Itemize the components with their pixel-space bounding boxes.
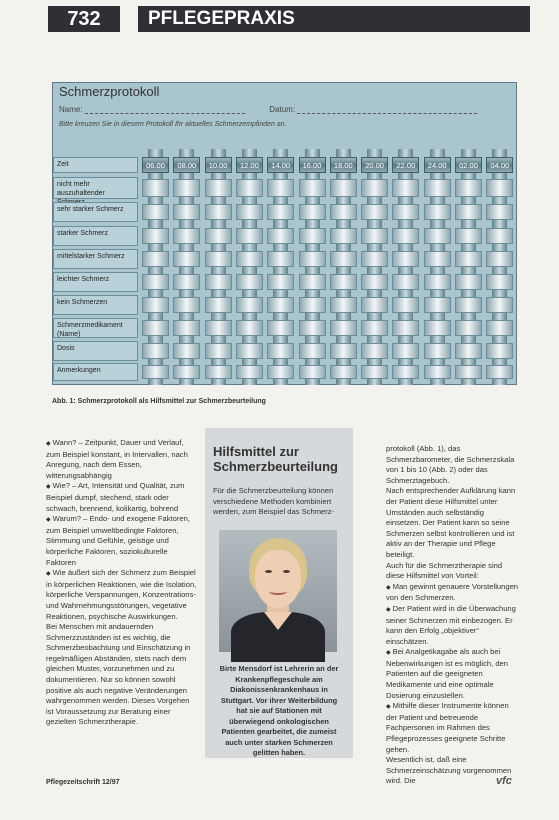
checkbox-cell[interactable] bbox=[142, 251, 169, 267]
time-cell: 16.00 bbox=[299, 157, 326, 173]
checkbox-cell[interactable] bbox=[267, 297, 294, 313]
row-label: Dosis bbox=[53, 341, 138, 361]
paragraph: Nach entsprechender Aufklärung kann der Patient diese Hilfsmittel unter Umständen auch selbständig einsetzen. Der Patient kann so seine Schmerzen selbst kontrollieren und ist aktiv an der Therapie und Pflege beteiligt. bbox=[386, 486, 516, 559]
protocol-row bbox=[53, 226, 516, 246]
row-label: Anmerkungen bbox=[53, 363, 138, 381]
checkbox-cell[interactable] bbox=[330, 204, 357, 220]
time-cell: 18.00 bbox=[330, 157, 357, 173]
checkbox-cell[interactable] bbox=[392, 297, 419, 313]
checkbox-cell[interactable] bbox=[142, 297, 169, 313]
checkbox-cell[interactable] bbox=[142, 365, 169, 379]
time-cell: 22.00 bbox=[392, 157, 419, 173]
paragraph: ◆ Wann? – Zeitpunkt, Dauer und Verlauf, zum Beispiel konstant, in Intervallen, nach Anregung, nach dem Essen, witterungsabhängig bbox=[46, 438, 198, 481]
time-cell: 24.00 bbox=[424, 157, 451, 173]
time-cell: 08.00 bbox=[173, 157, 200, 173]
checkbox-cell[interactable] bbox=[486, 343, 513, 359]
name-label: Name: bbox=[59, 105, 83, 114]
row-label: nicht mehr auszuhaltender bbox=[53, 177, 138, 199]
checkbox-cell[interactable] bbox=[205, 297, 232, 313]
sidebox-title: Hilfsmittel zur Schmerzbeurteilung bbox=[213, 444, 338, 474]
checkbox-cell[interactable] bbox=[392, 343, 419, 359]
checkbox-cell[interactable] bbox=[236, 228, 263, 244]
protocol-row bbox=[53, 318, 516, 338]
checkbox-cell[interactable] bbox=[361, 228, 388, 244]
time-label: Zeit bbox=[53, 157, 138, 173]
checkbox-cell[interactable] bbox=[361, 204, 388, 220]
checkbox-cell[interactable] bbox=[424, 320, 451, 336]
checkbox-cell[interactable] bbox=[486, 297, 513, 313]
checkbox-cell[interactable] bbox=[392, 274, 419, 290]
paragraph: ◆ Bei Analgetikagabe als auch bei Nebenwirkungen ist es möglich, den Patienten auf die geeigneten Medikamente und eine optimale Dosierung einzustellen. bbox=[386, 647, 520, 701]
checkbox-cell[interactable] bbox=[205, 274, 232, 290]
checkbox-cell[interactable] bbox=[424, 365, 451, 379]
paragraph: ◆ Warum? – Endo- und exogene Faktoren, zum Beispiel umweltbedingte Faktoren, Stimmung und Gefühle, geistige und körperliche Faktoren, soziokulturelle Faktoren bbox=[46, 514, 198, 568]
checkbox-cell[interactable] bbox=[267, 251, 294, 267]
paragraph: ◆ Wie äußert sich der Schmerz zum Beispiel in körperlichen Reaktionen, wie die Isolation, körperliche Verspannungen, Konzentrations- und Wahrnehmungsstörungen, vegetative Reaktionen, psychische Auswirkungen. bbox=[46, 568, 198, 622]
protocol-row bbox=[53, 341, 516, 361]
protocol-row bbox=[53, 295, 516, 315]
checkbox-cell[interactable] bbox=[486, 320, 513, 336]
row-label: starker Schmerz bbox=[53, 226, 138, 246]
checkbox-cell[interactable] bbox=[330, 343, 357, 359]
protocol-row bbox=[53, 272, 516, 292]
checkbox-cell[interactable] bbox=[173, 297, 200, 313]
checkbox-cell[interactable] bbox=[455, 204, 482, 220]
paragraph: Bei Menschen mit andauernden Schmerzzuständen ist es wichtig, die Schmerzbeobachtung und Einschätzung in regelmäßigen Abständen, stets nach dem gleichen Muster, vorzunehmen und zu dokumentieren. Nur so können sowohl positive als auch negative Veränderungen wahrgenommen werden. Dieses Vorgehen ist Voraussetzung zur Beratung einer gezielten Schmerztherapie. bbox=[46, 622, 191, 727]
row-label: kein Schmerzen bbox=[53, 295, 138, 315]
author-photo bbox=[219, 530, 337, 652]
name-line bbox=[85, 105, 245, 114]
paragraph: ◆ Wie? – Art, Intensität und Qualität, zum Beispiel dumpf, stechend, stark oder schwach, brennend, kolikartig, bohrend bbox=[46, 481, 198, 514]
protocol-instruction: Bitte kreuzen Sie in diesem Protokoll Ihr aktuelles Schmerzempfinden an. bbox=[59, 121, 287, 128]
checkbox-cell[interactable] bbox=[330, 320, 357, 336]
checkbox-cell[interactable] bbox=[330, 251, 357, 267]
paragraph: Auch für die Schmerztherapie sind diese Hilfsmittel von Vorteil: bbox=[386, 560, 503, 581]
publisher-logo: vfc bbox=[496, 775, 512, 787]
paragraph: ◆ Man gewinnt genauere Vorstellungen von den Schmerzen. bbox=[386, 582, 520, 604]
paragraph: ◆ Mithilfe dieser Instrumente können der Patient und betreuende Fachpersonen im Rahmen des Pflegeprozesses geeignete Schritte gehen. bbox=[386, 701, 520, 755]
checkbox-cell[interactable] bbox=[330, 228, 357, 244]
checkbox-cell[interactable] bbox=[361, 274, 388, 290]
checkbox-cell[interactable] bbox=[173, 343, 200, 359]
checkbox-cell[interactable] bbox=[267, 228, 294, 244]
checkbox-cell[interactable] bbox=[236, 365, 263, 379]
checkbox-cell[interactable] bbox=[392, 365, 419, 379]
checkbox-cell[interactable] bbox=[424, 179, 451, 197]
checkbox-cell[interactable] bbox=[455, 179, 482, 197]
checkbox-cell[interactable] bbox=[392, 228, 419, 244]
checkbox-cell[interactable] bbox=[173, 179, 200, 197]
checkbox-cell[interactable] bbox=[236, 320, 263, 336]
checkbox-cell[interactable] bbox=[236, 251, 263, 267]
checkbox-cell[interactable] bbox=[236, 274, 263, 290]
checkbox-cell[interactable] bbox=[299, 320, 326, 336]
checkbox-cell[interactable] bbox=[361, 365, 388, 379]
checkbox-cell[interactable] bbox=[142, 343, 169, 359]
checkbox-cell[interactable] bbox=[205, 320, 232, 336]
checkbox-cell[interactable] bbox=[205, 343, 232, 359]
sidebox bbox=[205, 428, 353, 758]
checkbox-cell[interactable] bbox=[205, 365, 232, 379]
checkbox-cell[interactable] bbox=[486, 274, 513, 290]
checkbox-cell[interactable] bbox=[173, 228, 200, 244]
checkbox-cell[interactable] bbox=[267, 343, 294, 359]
checkbox-cell[interactable] bbox=[330, 297, 357, 313]
checkbox-cell[interactable] bbox=[173, 365, 200, 379]
checkbox-cell[interactable] bbox=[455, 228, 482, 244]
checkbox-cell[interactable] bbox=[299, 179, 326, 197]
time-cell: 12.00 bbox=[236, 157, 263, 173]
checkbox-cell[interactable] bbox=[205, 179, 232, 197]
author-bio: Birte Mensdorf ist Lehrerin an der Krankenpflegeschule am Diakonissenkrankenhaus in Stuttgart. Vor ihrer Weiterbildung hat sie auf Stationen mit überwiegend onkologischen Patienten gearbeitet, die zumeist auch unter starken Schmerzen gelitten haben. bbox=[219, 664, 339, 757]
checkbox-cell[interactable] bbox=[361, 320, 388, 336]
checkbox-cell[interactable] bbox=[173, 204, 200, 220]
checkbox-cell[interactable] bbox=[142, 204, 169, 220]
pain-protocol-figure bbox=[52, 82, 517, 385]
checkbox-cell[interactable] bbox=[392, 320, 419, 336]
checkbox-cell[interactable] bbox=[142, 228, 169, 244]
paragraph: Wesentlich ist, daß eine Schmerzeinschätzung vorgenommen wird. Die bbox=[386, 755, 512, 786]
checkbox-cell[interactable] bbox=[267, 274, 294, 290]
sidebox-text: Für die Schmerzbeurteilung können verschiedene Methoden kombiniert werden, zum Beispiel das Schmerz- bbox=[213, 486, 335, 516]
checkbox-cell[interactable] bbox=[299, 297, 326, 313]
checkbox-cell[interactable] bbox=[236, 297, 263, 313]
row-label: Schmerzmedikament (Name) bbox=[53, 318, 138, 338]
checkbox-cell[interactable] bbox=[424, 274, 451, 290]
checkbox-cell[interactable] bbox=[361, 251, 388, 267]
checkbox-cell[interactable] bbox=[486, 251, 513, 267]
checkbox-cell[interactable] bbox=[267, 204, 294, 220]
checkbox-cell[interactable] bbox=[361, 343, 388, 359]
checkbox-cell[interactable] bbox=[267, 320, 294, 336]
time-cell: 04.00 bbox=[486, 157, 513, 173]
checkbox-cell[interactable] bbox=[455, 274, 482, 290]
protocol-row bbox=[53, 363, 516, 381]
checkbox-cell[interactable] bbox=[455, 297, 482, 313]
checkbox-cell[interactable] bbox=[330, 274, 357, 290]
row-label: leichter Schmerz bbox=[53, 272, 138, 292]
checkbox-cell[interactable] bbox=[299, 365, 326, 379]
checkbox-cell[interactable] bbox=[330, 179, 357, 197]
figure-caption: Abb. 1: Schmerzprotokoll als Hilfsmittel zur Schmerzbeurteilung bbox=[52, 398, 266, 405]
checkbox-cell[interactable] bbox=[142, 320, 169, 336]
checkbox-cell[interactable] bbox=[424, 228, 451, 244]
checkbox-cell[interactable] bbox=[299, 343, 326, 359]
paragraph: protokoll (Abb. 1), das Schmerzbarometer, die Schmerzskala von 1 bis 10 (Abb. 2) oder das Schmerztagebuch. bbox=[386, 444, 515, 485]
right-column bbox=[386, 444, 520, 787]
checkbox-cell[interactable] bbox=[486, 204, 513, 220]
checkbox-cell[interactable] bbox=[205, 204, 232, 220]
checkbox-cell[interactable] bbox=[424, 204, 451, 220]
checkbox-cell[interactable] bbox=[142, 179, 169, 197]
checkbox-cell[interactable] bbox=[455, 251, 482, 267]
checkbox-cell[interactable] bbox=[142, 274, 169, 290]
row-label: sehr starker Schmerz bbox=[53, 202, 138, 222]
left-column bbox=[46, 438, 198, 728]
protocol-row bbox=[53, 177, 516, 199]
checkbox-cell[interactable] bbox=[236, 343, 263, 359]
checkbox-cell[interactable] bbox=[455, 320, 482, 336]
time-cell: 02.00 bbox=[455, 157, 482, 173]
time-header-row bbox=[53, 155, 516, 175]
page-number: 732 bbox=[48, 6, 120, 32]
checkbox-cell[interactable] bbox=[486, 179, 513, 197]
checkbox-cell[interactable] bbox=[361, 297, 388, 313]
checkbox-cell[interactable] bbox=[267, 365, 294, 379]
checkbox-cell[interactable] bbox=[299, 204, 326, 220]
checkbox-cell[interactable] bbox=[361, 179, 388, 197]
checkbox-cell[interactable] bbox=[236, 204, 263, 220]
checkbox-cell[interactable] bbox=[455, 343, 482, 359]
checkbox-cell[interactable] bbox=[392, 251, 419, 267]
checkbox-cell[interactable] bbox=[424, 297, 451, 313]
checkbox-cell[interactable] bbox=[486, 365, 513, 379]
checkbox-cell[interactable] bbox=[205, 228, 232, 244]
checkbox-cell[interactable] bbox=[299, 274, 326, 290]
time-cell: 14.00 bbox=[267, 157, 294, 173]
time-cell: 06.00 bbox=[142, 157, 169, 173]
paragraph: ◆ Der Patient wird in die Überwachung seiner Schmerzen mit einbezogen. Er kann den Erfolg „objektiver“ einschätzen. bbox=[386, 604, 520, 647]
checkbox-cell[interactable] bbox=[173, 251, 200, 267]
checkbox-cell[interactable] bbox=[330, 365, 357, 379]
checkbox-cell[interactable] bbox=[424, 343, 451, 359]
checkbox-cell[interactable] bbox=[392, 204, 419, 220]
checkbox-cell[interactable] bbox=[173, 320, 200, 336]
row-label: mittelstarker Schmerz bbox=[53, 249, 138, 269]
checkbox-cell[interactable] bbox=[486, 228, 513, 244]
checkbox-cell[interactable] bbox=[299, 228, 326, 244]
checkbox-cell[interactable] bbox=[424, 251, 451, 267]
date-line bbox=[297, 105, 477, 114]
checkbox-cell[interactable] bbox=[267, 179, 294, 197]
section-header: PFLEGEPRAXIS bbox=[138, 6, 530, 32]
checkbox-cell[interactable] bbox=[392, 179, 419, 197]
checkbox-cell[interactable] bbox=[236, 179, 263, 197]
checkbox-cell[interactable] bbox=[455, 365, 482, 379]
time-cell: 20.00 bbox=[361, 157, 388, 173]
protocol-row bbox=[53, 202, 516, 222]
protocol-title: Schmerzprotokoll bbox=[59, 84, 160, 99]
checkbox-cell[interactable] bbox=[205, 251, 232, 267]
protocol-row bbox=[53, 249, 516, 269]
journal-footer: Pflegezeitschrift 12/97 bbox=[46, 779, 120, 786]
checkbox-cell[interactable] bbox=[173, 274, 200, 290]
protocol-fields bbox=[59, 105, 509, 114]
checkbox-cell[interactable] bbox=[299, 251, 326, 267]
time-cell: 10.00 bbox=[205, 157, 232, 173]
date-label: Datum: bbox=[269, 105, 296, 114]
